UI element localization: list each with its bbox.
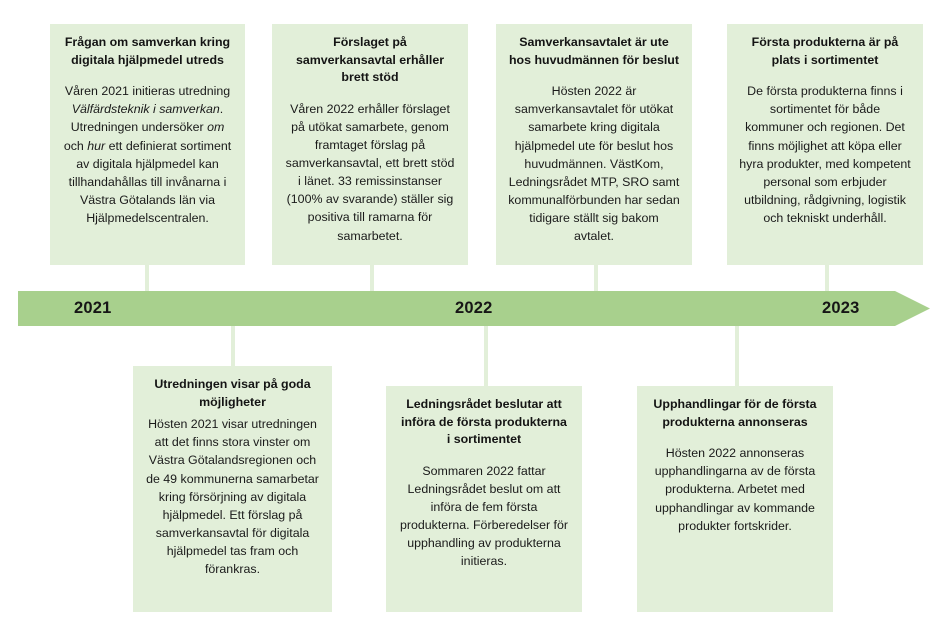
connector-line-bottom-2: [484, 326, 488, 386]
timeline-card-body: Våren 2021 initieras utredning Välfärdsteknik i samverkan. Utredningen undersöker om och hur ett definierat sortiment av digitala hjälpmedel kan tillhandahållas till invånarna i Västra Götalands län via Hjälpmedelscentralen.: [63, 84, 232, 225]
connector-line-top-3: [594, 265, 598, 293]
year-label-2023: 2023: [822, 299, 860, 317]
timeline-card-bottom-1[interactable]: [133, 366, 332, 612]
timeline-card-title: Ledningsrådet beslutar att införa de första produkterna i sortimentet: [401, 397, 567, 447]
connector-line-top-1: [145, 265, 149, 293]
timeline-card-top-2[interactable]: [272, 24, 468, 265]
timeline-card-top-4[interactable]: [727, 24, 923, 265]
timeline-card-body: Sommaren 2022 fattar Ledningsrådet beslut om att införa de fem första produkterna. Förberedelser för upphandling av produkterna initieras.: [399, 463, 569, 569]
timeline-card-top-1[interactable]: [50, 24, 245, 265]
timeline-card-body: Hösten 2022 annonseras upphandlingarna av de första produkterna. Arbetet med upphandlingar av kommande produkter fortskrider.: [654, 446, 816, 533]
timeline-card-title: Förslaget på samverkansavtal erhåller brett stöd: [295, 35, 445, 85]
timeline-card-top-3[interactable]: [496, 24, 692, 265]
timeline-card-body: Våren 2022 erhåller förslaget på utökat samarbete, genom framtaget förslag på samverkansavtal, ett brett stöd i länet. 33 remissinstanser (100% av svarande) ställer sig positiva till ramarna för samarbetet.: [285, 101, 455, 243]
timeline-card-title: Första produkterna är på plats i sortimentet: [751, 35, 899, 67]
timeline-card-title: Samverkansavtalet är ute hos huvudmännen för beslut: [508, 35, 680, 67]
connector-line-bottom-3: [735, 326, 739, 386]
timeline-card-title: Frågan om samverkan kring digitala hjälpmedel utreds: [64, 35, 231, 67]
timeline-card-bottom-2[interactable]: [386, 386, 582, 612]
timeline-card-body: De första produkterna finns i sortimentet för både kommuner och regionen. Det finns möjlighet att köpa eller hyra produkter, med kompetent personal som erbjuder utbildning, rådgivning, logistik och tekniskt underhåll.: [739, 84, 911, 225]
year-label-2021: 2021: [74, 299, 112, 317]
timeline-card-title: Utredningen visar på goda möjligheter: [154, 377, 311, 409]
timeline-card-title: Upphandlingar för de första produkterna annonseras: [653, 397, 817, 429]
connector-line-top-4: [825, 265, 829, 293]
connector-line-top-2: [370, 265, 374, 293]
timeline-card-body: Hösten 2022 är samverkansavtalet för utökat samarbete kring digitala hjälpmedel ute för beslut hos huvudmännen. VästKom, Ledningsrådet MTP, SRO samt kommunalförbunden har sedan tidigare ställt sig bakom avtalet.: [508, 84, 680, 244]
timeline-card-body: Hösten 2021 visar utredningen att det finns stora vinster om Västra Götalandsregionen och de 49 kommunerna samarbetar kring försörjning av digitala hjälpmedel. Ett förslag på samverkansavtal för digitala hjälpmedel tas fram och förankras.: [146, 417, 319, 577]
year-label-2022: 2022: [455, 299, 493, 317]
connector-line-bottom-1: [231, 326, 235, 368]
timeline-card-bottom-3[interactable]: [637, 386, 833, 612]
